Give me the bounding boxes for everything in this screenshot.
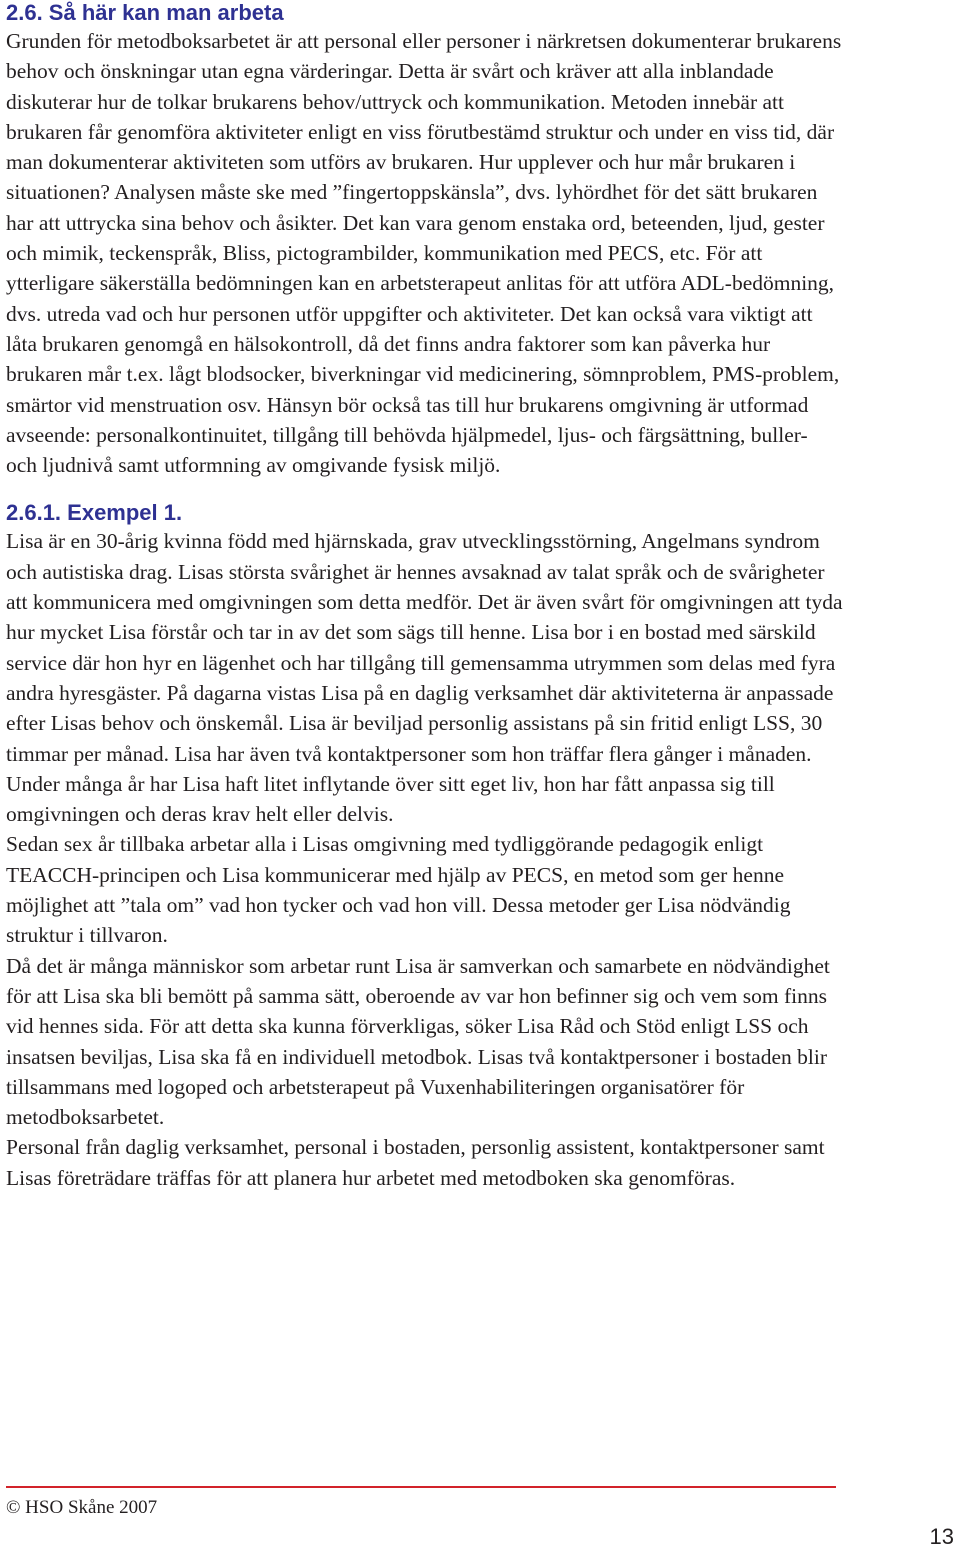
- page-number: 13: [929, 1524, 954, 1549]
- copyright-notice: © HSO Skåne 2007: [6, 1497, 158, 1518]
- document-page: [6, 0, 844, 1193]
- section-heading: 2.6. Så här kan man arbeta: [6, 0, 284, 25]
- example-paragraph-2: Sedan sex år tillbaka arbetar alla i Lisas omgivning med tydliggörande pedagogik enligt TEACCH-principen och Lisa kommunicerar med hjälp av PECS, en metod som ger henne möjlighet att ”tala om” vad hon tycker och vad hon vill. Dessa metoder ger Lisa nödvändig struktur i tillvaron.: [6, 832, 791, 948]
- subsection-heading: 2.6.1. Exempel 1.: [6, 500, 183, 526]
- example-paragraph-3: Då det är många människor som arbetar runt Lisa är samverkan och samarbete en nödvändighet för att Lisa ska bli bemött på samma sätt, oberoende av var hon befinner sig och vem som finns vid hennes sida. För att detta ska kunna förverkligas, söker Lisa Råd och Stöd enligt LSS och insatsen beviljas, Lisa ska få en individuell metodbok. Lisas två kontaktpersoner i bostaden blir tillsammans med logoped och arbetsterapeut på Vuxenhabiliteringen organisatörer för metodboksarbetet.: [6, 953, 830, 1130]
- example-paragraph-4: Personal från daglig verksamhet, personal i bostaden, personlig assistent, kontaktpersoner samt Lisas företrädare träffas för att planera hur arbetet med metodboken ska genomföras.: [6, 1135, 825, 1190]
- example-paragraph-1: Lisa är en 30-årig kvinna född med hjärnskada, grav utvecklingsstörning, Angelmans syndrom och autistiska drag. Lisas största svårighet är hennes avsaknad av talat språk och de svårigheter att kommunicera med omgivningen som detta medför. Det är även svårt för omgivningen att tyda hur mycket Lisa förstår och tar in av det som sägs till henne. Lisa bor i en bostad med särskild service där hon hyr en lägenhet och har tillgång till gemensamma utrymmen som delas med fyra andra hyresgäster. På dagarna vistas Lisa på en daglig verksamhet där aktiviteterna är anpassade efter Lisas behov och önskemål. Lisa är beviljad personlig assistans på sin fritid enligt LSS, 30 timmar per månad. Lisa har även två kontaktpersoner som hon träffar flera gånger i månaden. Under många år har Lisa haft litet inflytande över sitt eget liv, hon har fått anpassa sig till omgivningen och deras krav helt eller delvis.: [6, 529, 843, 827]
- section-paragraph: Grunden för metodboksarbetet är att personal eller personer i närkretsen dokumenterar brukarens behov och önskningar utan egna värderingar. Detta är svårt och kräver att alla inblandade diskuterar hur de tolkar brukarens behov/uttryck och kommunikation. Metoden innebär att brukaren får genomföra aktiviteter enligt en viss förutbestämd struktur och under en viss tid, där man dokumenterar aktiviteten som utförs av brukaren. Hur upplever och hur mår brukaren i situationen? Analysen måste ske med ”fingertoppskänsla”, dvs. lyhördhet för det sätt brukaren har att uttrycka sina behov och åsikter. Det kan vara genom enstaka ord, beteenden, ljud, gester och mimik, teckenspråk, Bliss, pictogrambilder, kommunikation med PECS, etc. För att ytterligare säkerställa bedömningen kan en arbetsterapeut anlitas för att utföra ADL-bedömning, dvs. utreda vad och hur personen utför uppgifter och aktiviteter. Det kan också vara viktigt att låta brukaren genomgå en hälsokontroll, då det finns andra faktorer som kan påverka hur brukaren mår t.ex. lågt blodsocker, biverkningar vid medicinering, sömnproblem, PMS-problem, smärtor vid menstruation osv. Hänsyn bör också tas till hur brukarens omgivning är utformad avseende: personalkontinuitet, tillgång till behövda hjälpmedel, ljus- och färgsättning, buller- och ljudnivå samt utformning av omgivande fysisk miljö.: [6, 29, 842, 478]
- footer-rule: [6, 1486, 836, 1488]
